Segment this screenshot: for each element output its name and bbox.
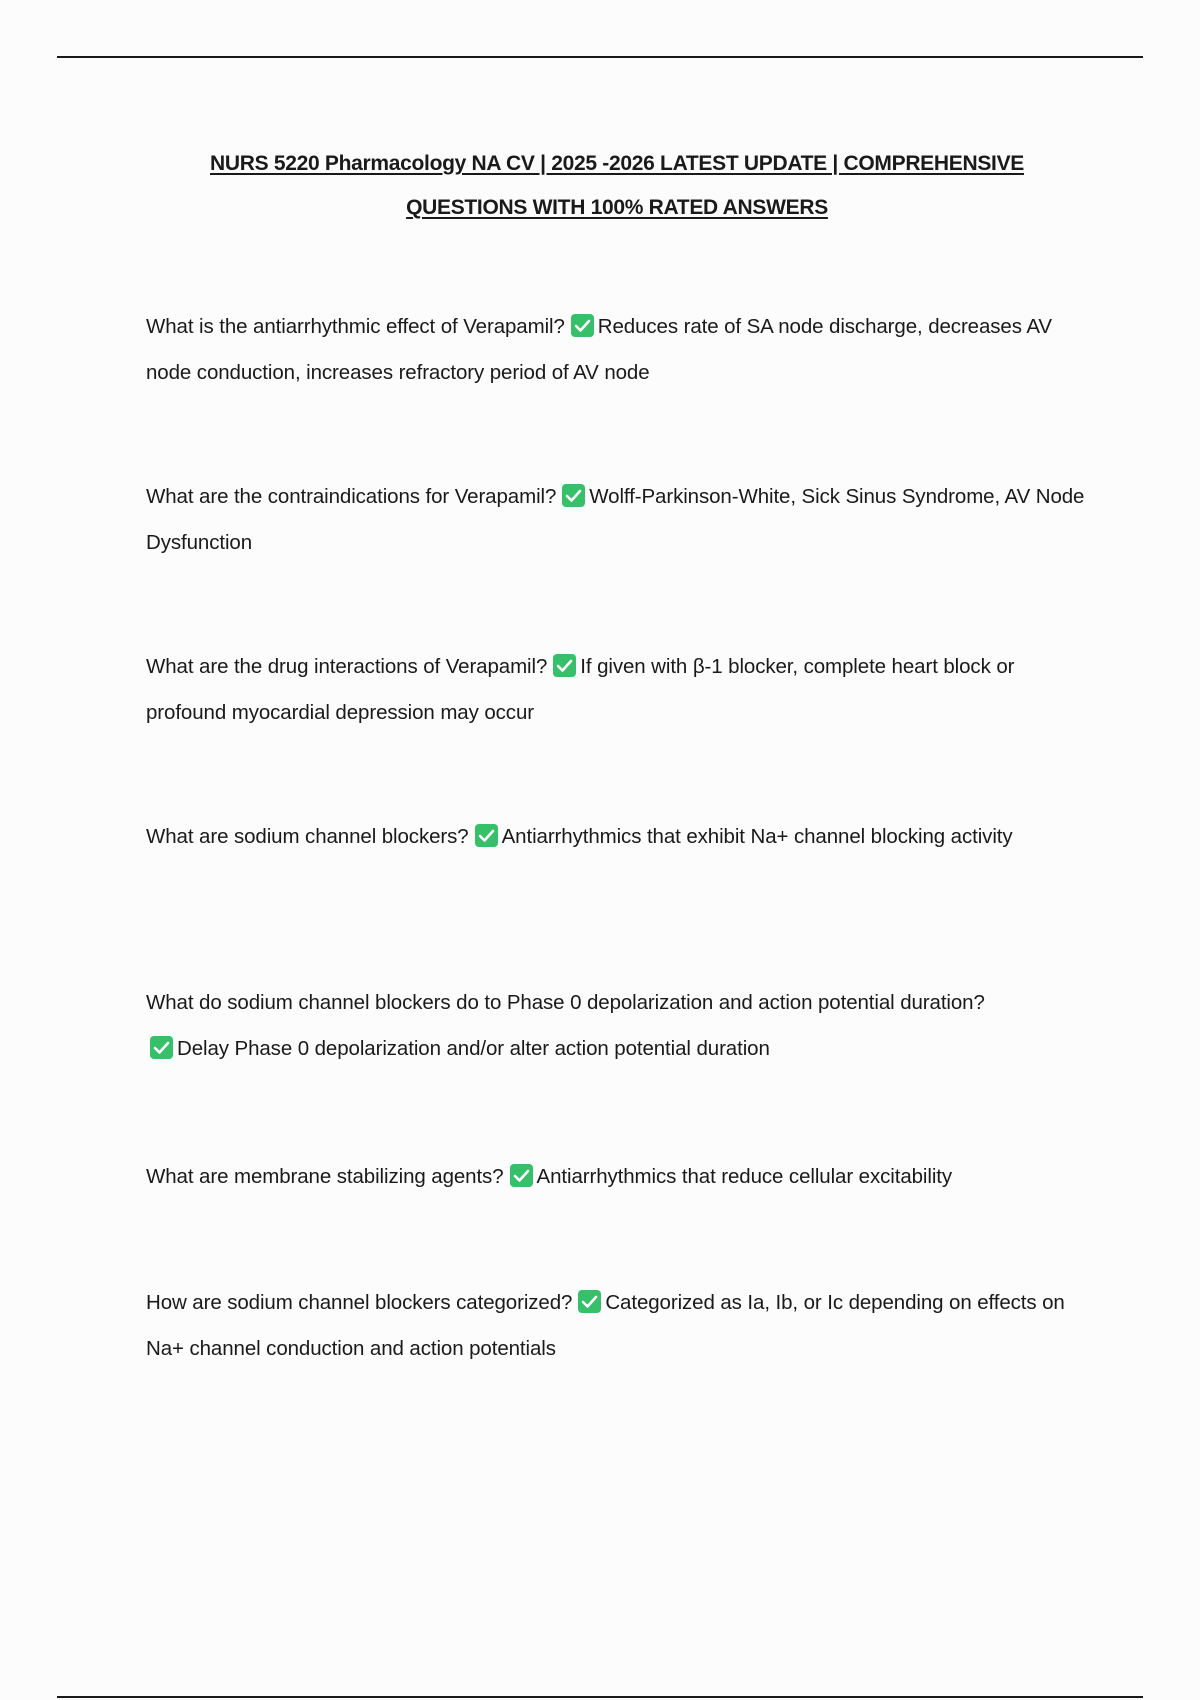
check-mark-icon (475, 824, 498, 847)
qa-item-2 (146, 474, 1096, 566)
question-text: How are sodium channel blockers categorized? (146, 1291, 573, 1314)
check-mark-icon (553, 654, 576, 677)
title-line-1: NURS 5220 Pharmacology NA CV | 2025 -2026 LATEST UPDATE | COMPREHENSIVE (210, 152, 1024, 175)
title-line-2: QUESTIONS WITH 100% RATED ANSWERS (406, 196, 828, 219)
check-mark-icon (510, 1164, 533, 1187)
question-text: What are the contraindications for Verapamil? (146, 485, 557, 508)
qa-item-3 (146, 644, 1096, 736)
qa-item-7 (146, 1280, 1096, 1372)
check-mark-icon (562, 484, 585, 507)
footer-rule (57, 1696, 1143, 1698)
check-mark-icon (571, 314, 594, 337)
question-text: What are membrane stabilizing agents? (146, 1165, 504, 1188)
qa-item-6 (146, 1154, 1096, 1200)
answer-text: Wolff-Parkinson-White, Sick Sinus Syndrome, AV Node Dysfunction (146, 485, 1085, 554)
question-text: What are sodium channel blockers? (146, 825, 469, 848)
question-text: What is the antiarrhythmic effect of Verapamil? (146, 315, 565, 338)
header-rule (57, 56, 1143, 58)
qa-item-1 (146, 304, 1096, 396)
answer-text: Delay Phase 0 depolarization and/or alter action potential duration (177, 1037, 770, 1060)
answer-text: Antiarrhythmics that exhibit Na+ channel blocking activity (501, 825, 1013, 848)
question-text: What are the drug interactions of Verapamil? (146, 655, 548, 678)
document-title (0, 142, 1200, 230)
check-mark-icon (578, 1290, 601, 1313)
check-mark-icon (150, 1036, 173, 1059)
answer-text: If given with β-1 blocker, complete heart block or profound myocardial depression may occur (146, 655, 1015, 724)
qa-item-4 (146, 814, 1096, 860)
answer-text: Reduces rate of SA node discharge, decreases AV node conduction, increases refractory period of AV node (146, 315, 1052, 384)
question-text: What do sodium channel blockers do to Phase 0 depolarization and action potential duration? (146, 991, 985, 1014)
answer-text: Antiarrhythmics that reduce cellular excitability (536, 1165, 953, 1188)
answer-text: Categorized as Ia, Ib, or Ic depending on effects on Na+ channel conduction and action potentials (146, 1291, 1065, 1360)
qa-item-5 (146, 980, 1096, 1072)
